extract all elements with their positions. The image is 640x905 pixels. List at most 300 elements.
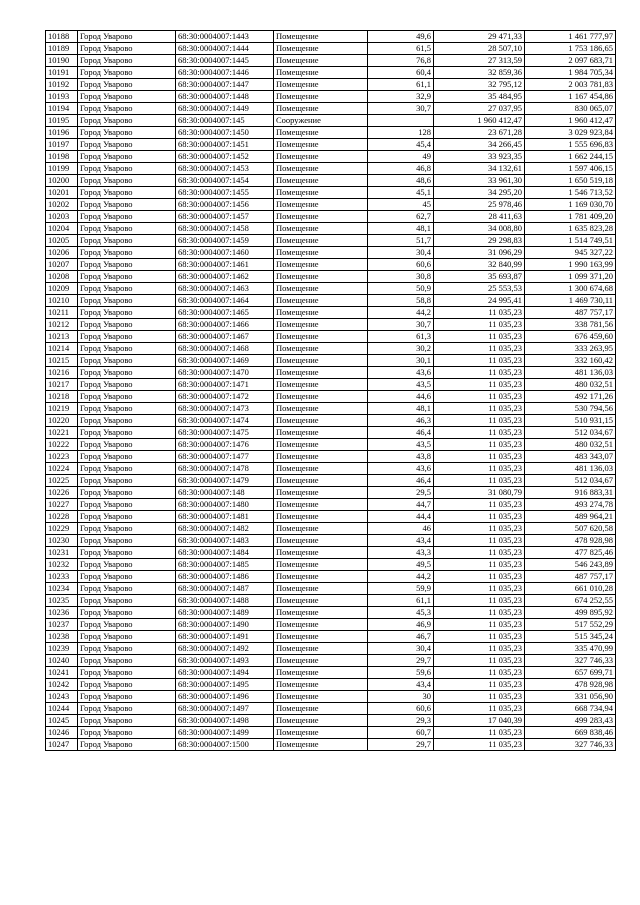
object-type-cell: Помещение bbox=[274, 439, 368, 451]
object-type-cell: Помещение bbox=[274, 667, 368, 679]
specific-value-cell: 11 035,23 bbox=[434, 571, 525, 583]
specific-value-cell: 34 295,20 bbox=[434, 187, 525, 199]
municipality-cell: Город Уварово bbox=[78, 235, 176, 247]
specific-value-cell: 25 553,53 bbox=[434, 283, 525, 295]
cadastral-value-cell: 512 034,67 bbox=[525, 427, 616, 439]
municipality-cell: Город Уварово bbox=[78, 259, 176, 271]
specific-value-cell: 11 035,23 bbox=[434, 319, 525, 331]
municipality-cell: Город Уварово bbox=[78, 355, 176, 367]
row-number-cell: 10198 bbox=[46, 151, 78, 163]
object-type-cell: Помещение bbox=[274, 151, 368, 163]
row-number-cell: 10210 bbox=[46, 295, 78, 307]
area-cell: 43,8 bbox=[368, 451, 434, 463]
specific-value-cell: 33 961,30 bbox=[434, 175, 525, 187]
municipality-cell: Город Уварово bbox=[78, 199, 176, 211]
table-row bbox=[46, 619, 616, 631]
specific-value-cell: 35 484,95 bbox=[434, 91, 525, 103]
municipality-cell: Город Уварово bbox=[78, 343, 176, 355]
cadastral-value-cell: 481 136,03 bbox=[525, 463, 616, 475]
row-number-cell: 10219 bbox=[46, 403, 78, 415]
object-type-cell: Помещение bbox=[274, 607, 368, 619]
row-number-cell: 10244 bbox=[46, 703, 78, 715]
object-type-cell: Помещение bbox=[274, 67, 368, 79]
specific-value-cell: 1 960 412,47 bbox=[434, 115, 525, 127]
specific-value-cell: 27 313,59 bbox=[434, 55, 525, 67]
table-body bbox=[46, 31, 616, 751]
cadastral-value-cell: 512 034,67 bbox=[525, 475, 616, 487]
row-number-cell: 10232 bbox=[46, 559, 78, 571]
municipality-cell: Город Уварово bbox=[78, 547, 176, 559]
specific-value-cell: 27 037,95 bbox=[434, 103, 525, 115]
table-row bbox=[46, 319, 616, 331]
cadastral-number-cell: 68:30:0004007:1448 bbox=[176, 91, 274, 103]
area-cell: 29,7 bbox=[368, 739, 434, 751]
row-number-cell: 10243 bbox=[46, 691, 78, 703]
object-type-cell: Помещение bbox=[274, 583, 368, 595]
specific-value-cell: 11 035,23 bbox=[434, 439, 525, 451]
municipality-cell: Город Уварово bbox=[78, 559, 176, 571]
cadastral-value-cell: 487 757,17 bbox=[525, 307, 616, 319]
cadastral-number-cell: 68:30:0004007:1443 bbox=[176, 31, 274, 43]
row-number-cell: 10193 bbox=[46, 91, 78, 103]
specific-value-cell: 11 035,23 bbox=[434, 427, 525, 439]
area-cell: 46,3 bbox=[368, 415, 434, 427]
area-cell: 30 bbox=[368, 691, 434, 703]
specific-value-cell: 11 035,23 bbox=[434, 607, 525, 619]
cadastral-value-cell: 1 650 519,18 bbox=[525, 175, 616, 187]
object-type-cell: Помещение bbox=[274, 295, 368, 307]
object-type-cell: Помещение bbox=[274, 391, 368, 403]
cadastral-value-cell: 480 032,51 bbox=[525, 439, 616, 451]
specific-value-cell: 24 995,41 bbox=[434, 295, 525, 307]
cadastral-value-cell: 676 459,60 bbox=[525, 331, 616, 343]
row-number-cell: 10222 bbox=[46, 439, 78, 451]
municipality-cell: Город Уварово bbox=[78, 103, 176, 115]
cadastral-number-cell: 68:30:0004007:1486 bbox=[176, 571, 274, 583]
cadastral-value-cell: 1 300 674,68 bbox=[525, 283, 616, 295]
object-type-cell: Помещение bbox=[274, 319, 368, 331]
table-row bbox=[46, 463, 616, 475]
specific-value-cell: 11 035,23 bbox=[434, 643, 525, 655]
table-row bbox=[46, 43, 616, 55]
object-type-cell: Помещение bbox=[274, 739, 368, 751]
cadastral-value-cell: 489 964,21 bbox=[525, 511, 616, 523]
row-number-cell: 10220 bbox=[46, 415, 78, 427]
area-cell: 61,1 bbox=[368, 595, 434, 607]
cadastral-value-cell: 499 895,92 bbox=[525, 607, 616, 619]
object-type-cell: Помещение bbox=[274, 463, 368, 475]
table-row bbox=[46, 571, 616, 583]
area-cell: 48,1 bbox=[368, 223, 434, 235]
cadastral-number-cell: 68:30:0004007:1462 bbox=[176, 271, 274, 283]
area-cell: 30,1 bbox=[368, 355, 434, 367]
cadastral-value-cell: 327 746,33 bbox=[525, 655, 616, 667]
table-row bbox=[46, 631, 616, 643]
table-row bbox=[46, 715, 616, 727]
specific-value-cell: 11 035,23 bbox=[434, 463, 525, 475]
cadastral-number-cell: 68:30:0004007:1459 bbox=[176, 235, 274, 247]
cadastral-number-cell: 68:30:0004007:1475 bbox=[176, 427, 274, 439]
municipality-cell: Город Уварово bbox=[78, 523, 176, 535]
table-row bbox=[46, 307, 616, 319]
object-type-cell: Помещение bbox=[274, 511, 368, 523]
cadastral-number-cell: 68:30:0004007:1449 bbox=[176, 103, 274, 115]
cadastral-value-cell: 510 931,15 bbox=[525, 415, 616, 427]
specific-value-cell: 11 035,23 bbox=[434, 619, 525, 631]
municipality-cell: Город Уварово bbox=[78, 451, 176, 463]
specific-value-cell: 11 035,23 bbox=[434, 595, 525, 607]
row-number-cell: 10239 bbox=[46, 643, 78, 655]
cadastral-value-table bbox=[45, 30, 616, 751]
cadastral-number-cell: 68:30:0004007:1487 bbox=[176, 583, 274, 595]
area-cell: 43,5 bbox=[368, 439, 434, 451]
specific-value-cell: 34 008,80 bbox=[434, 223, 525, 235]
table-row bbox=[46, 391, 616, 403]
specific-value-cell: 32 795,12 bbox=[434, 79, 525, 91]
table-row bbox=[46, 55, 616, 67]
specific-value-cell: 11 035,23 bbox=[434, 451, 525, 463]
row-number-cell: 10242 bbox=[46, 679, 78, 691]
table-row bbox=[46, 583, 616, 595]
cadastral-value-cell: 338 781,56 bbox=[525, 319, 616, 331]
cadastral-value-cell: 1 099 371,20 bbox=[525, 271, 616, 283]
cadastral-number-cell: 68:30:0004007:1470 bbox=[176, 367, 274, 379]
cadastral-number-cell: 68:30:0004007:1455 bbox=[176, 187, 274, 199]
row-number-cell: 10203 bbox=[46, 211, 78, 223]
cadastral-number-cell: 68:30:0004007:1478 bbox=[176, 463, 274, 475]
municipality-cell: Город Уварово bbox=[78, 499, 176, 511]
table-row bbox=[46, 487, 616, 499]
cadastral-value-cell: 478 928,98 bbox=[525, 535, 616, 547]
cadastral-number-cell: 68:30:0004007:1493 bbox=[176, 655, 274, 667]
cadastral-number-cell: 68:30:0004007:1450 bbox=[176, 127, 274, 139]
object-type-cell: Помещение bbox=[274, 655, 368, 667]
cadastral-number-cell: 68:30:0004007:1495 bbox=[176, 679, 274, 691]
area-cell: 43,6 bbox=[368, 367, 434, 379]
municipality-cell: Город Уварово bbox=[78, 403, 176, 415]
cadastral-value-cell: 499 283,43 bbox=[525, 715, 616, 727]
table-row bbox=[46, 739, 616, 751]
municipality-cell: Город Уварово bbox=[78, 595, 176, 607]
table-row bbox=[46, 259, 616, 271]
municipality-cell: Город Уварово bbox=[78, 439, 176, 451]
cadastral-number-cell: 68:30:0004007:1458 bbox=[176, 223, 274, 235]
area-cell: 46,4 bbox=[368, 427, 434, 439]
cadastral-number-cell: 68:30:0004007:1472 bbox=[176, 391, 274, 403]
municipality-cell: Город Уварово bbox=[78, 367, 176, 379]
object-type-cell: Помещение bbox=[274, 103, 368, 115]
object-type-cell: Помещение bbox=[274, 451, 368, 463]
table-row bbox=[46, 451, 616, 463]
area-cell: 44,6 bbox=[368, 391, 434, 403]
cadastral-value-cell: 1 555 696,83 bbox=[525, 139, 616, 151]
area-cell: 44,2 bbox=[368, 307, 434, 319]
cadastral-number-cell: 68:30:0004007:1489 bbox=[176, 607, 274, 619]
municipality-cell: Город Уварово bbox=[78, 163, 176, 175]
specific-value-cell: 11 035,23 bbox=[434, 739, 525, 751]
area-cell: 43,5 bbox=[368, 379, 434, 391]
table-row bbox=[46, 547, 616, 559]
area-cell: 44,7 bbox=[368, 499, 434, 511]
area-cell: 60,7 bbox=[368, 727, 434, 739]
cadastral-number-cell: 68:30:0004007:1467 bbox=[176, 331, 274, 343]
municipality-cell: Город Уварово bbox=[78, 139, 176, 151]
table-row bbox=[46, 703, 616, 715]
row-number-cell: 10227 bbox=[46, 499, 78, 511]
table-row bbox=[46, 223, 616, 235]
specific-value-cell: 11 035,23 bbox=[434, 391, 525, 403]
area-cell: 60,6 bbox=[368, 259, 434, 271]
specific-value-cell: 29 298,83 bbox=[434, 235, 525, 247]
cadastral-value-cell: 1 984 705,34 bbox=[525, 67, 616, 79]
table-row bbox=[46, 559, 616, 571]
cadastral-number-cell: 68:30:0004007:1457 bbox=[176, 211, 274, 223]
object-type-cell: Помещение bbox=[274, 427, 368, 439]
specific-value-cell: 31 096,29 bbox=[434, 247, 525, 259]
object-type-cell: Помещение bbox=[274, 571, 368, 583]
specific-value-cell: 11 035,23 bbox=[434, 631, 525, 643]
municipality-cell: Город Уварово bbox=[78, 727, 176, 739]
row-number-cell: 10197 bbox=[46, 139, 78, 151]
cadastral-number-cell: 68:30:0004007:1453 bbox=[176, 163, 274, 175]
table-row bbox=[46, 415, 616, 427]
area-cell: 49,5 bbox=[368, 559, 434, 571]
table-row bbox=[46, 79, 616, 91]
cadastral-value-cell: 1 960 412,47 bbox=[525, 115, 616, 127]
municipality-cell: Город Уварово bbox=[78, 127, 176, 139]
row-number-cell: 10190 bbox=[46, 55, 78, 67]
area-cell: 59,6 bbox=[368, 667, 434, 679]
row-number-cell: 10216 bbox=[46, 367, 78, 379]
object-type-cell: Помещение bbox=[274, 331, 368, 343]
row-number-cell: 10196 bbox=[46, 127, 78, 139]
object-type-cell: Помещение bbox=[274, 559, 368, 571]
object-type-cell: Помещение bbox=[274, 343, 368, 355]
specific-value-cell: 11 035,23 bbox=[434, 307, 525, 319]
object-type-cell: Помещение bbox=[274, 487, 368, 499]
cadastral-value-cell: 492 171,26 bbox=[525, 391, 616, 403]
row-number-cell: 10233 bbox=[46, 571, 78, 583]
object-type-cell: Помещение bbox=[274, 475, 368, 487]
table-row bbox=[46, 595, 616, 607]
row-number-cell: 10208 bbox=[46, 271, 78, 283]
municipality-cell: Город Уварово bbox=[78, 427, 176, 439]
row-number-cell: 10195 bbox=[46, 115, 78, 127]
object-type-cell: Помещение bbox=[274, 307, 368, 319]
table-row bbox=[46, 103, 616, 115]
specific-value-cell: 11 035,23 bbox=[434, 547, 525, 559]
municipality-cell: Город Уварово bbox=[78, 307, 176, 319]
cadastral-number-cell: 68:30:0004007:1485 bbox=[176, 559, 274, 571]
object-type-cell: Помещение bbox=[274, 595, 368, 607]
specific-value-cell: 11 035,23 bbox=[434, 355, 525, 367]
cadastral-number-cell: 68:30:0004007:1461 bbox=[176, 259, 274, 271]
cadastral-number-cell: 68:30:0004007:1444 bbox=[176, 43, 274, 55]
specific-value-cell: 33 923,35 bbox=[434, 151, 525, 163]
municipality-cell: Город Уварово bbox=[78, 607, 176, 619]
municipality-cell: Город Уварово bbox=[78, 175, 176, 187]
area-cell: 61,1 bbox=[368, 79, 434, 91]
row-number-cell: 10238 bbox=[46, 631, 78, 643]
cadastral-value-cell: 3 029 923,84 bbox=[525, 127, 616, 139]
specific-value-cell: 11 035,23 bbox=[434, 331, 525, 343]
specific-value-cell: 11 035,23 bbox=[434, 727, 525, 739]
cadastral-value-cell: 1 635 823,28 bbox=[525, 223, 616, 235]
row-number-cell: 10226 bbox=[46, 487, 78, 499]
table-row bbox=[46, 379, 616, 391]
object-type-cell: Помещение bbox=[274, 271, 368, 283]
specific-value-cell: 11 035,23 bbox=[434, 655, 525, 667]
row-number-cell: 10189 bbox=[46, 43, 78, 55]
row-number-cell: 10211 bbox=[46, 307, 78, 319]
object-type-cell: Помещение bbox=[274, 163, 368, 175]
row-number-cell: 10229 bbox=[46, 523, 78, 535]
row-number-cell: 10209 bbox=[46, 283, 78, 295]
area-cell: 61,5 bbox=[368, 43, 434, 55]
object-type-cell: Помещение bbox=[274, 367, 368, 379]
municipality-cell: Город Уварово bbox=[78, 79, 176, 91]
object-type-cell: Помещение bbox=[274, 43, 368, 55]
cadastral-number-cell: 68:30:0004007:1496 bbox=[176, 691, 274, 703]
cadastral-value-cell: 2 003 781,83 bbox=[525, 79, 616, 91]
table-row bbox=[46, 427, 616, 439]
object-type-cell: Помещение bbox=[274, 631, 368, 643]
table-row bbox=[46, 295, 616, 307]
row-number-cell: 10221 bbox=[46, 427, 78, 439]
cadastral-number-cell: 68:30:0004007:1476 bbox=[176, 439, 274, 451]
table-row bbox=[46, 139, 616, 151]
area-cell: 48,1 bbox=[368, 403, 434, 415]
object-type-cell: Помещение bbox=[274, 187, 368, 199]
object-type-cell: Помещение bbox=[274, 403, 368, 415]
cadastral-value-cell: 515 345,24 bbox=[525, 631, 616, 643]
municipality-cell: Город Уварово bbox=[78, 511, 176, 523]
table-row bbox=[46, 691, 616, 703]
specific-value-cell: 17 040,39 bbox=[434, 715, 525, 727]
cadastral-value-cell: 1 662 244,15 bbox=[525, 151, 616, 163]
area-cell: 30,4 bbox=[368, 247, 434, 259]
table-row bbox=[46, 211, 616, 223]
area-cell: 44,4 bbox=[368, 511, 434, 523]
table-row bbox=[46, 727, 616, 739]
cadastral-number-cell: 68:30:0004007:1460 bbox=[176, 247, 274, 259]
municipality-cell: Город Уварово bbox=[78, 655, 176, 667]
area-cell: 50,9 bbox=[368, 283, 434, 295]
cadastral-value-cell: 480 032,51 bbox=[525, 379, 616, 391]
municipality-cell: Город Уварово bbox=[78, 271, 176, 283]
table-row bbox=[46, 403, 616, 415]
row-number-cell: 10225 bbox=[46, 475, 78, 487]
area-cell: 29,3 bbox=[368, 715, 434, 727]
municipality-cell: Город Уварово bbox=[78, 571, 176, 583]
table-row bbox=[46, 523, 616, 535]
specific-value-cell: 31 080,79 bbox=[434, 487, 525, 499]
area-cell: 45 bbox=[368, 199, 434, 211]
area-cell: 30,4 bbox=[368, 643, 434, 655]
row-number-cell: 10191 bbox=[46, 67, 78, 79]
municipality-cell: Город Уварово bbox=[78, 295, 176, 307]
table-row bbox=[46, 475, 616, 487]
specific-value-cell: 11 035,23 bbox=[434, 559, 525, 571]
area-cell: 51,7 bbox=[368, 235, 434, 247]
table-row bbox=[46, 91, 616, 103]
cadastral-number-cell: 68:30:0004007:1488 bbox=[176, 595, 274, 607]
area-cell: 49,6 bbox=[368, 31, 434, 43]
object-type-cell: Помещение bbox=[274, 499, 368, 511]
cadastral-number-cell: 68:30:0004007:1490 bbox=[176, 619, 274, 631]
table-row bbox=[46, 655, 616, 667]
area-cell: 43,3 bbox=[368, 547, 434, 559]
cadastral-number-cell: 68:30:0004007:1468 bbox=[176, 343, 274, 355]
specific-value-cell: 11 035,23 bbox=[434, 403, 525, 415]
row-number-cell: 10207 bbox=[46, 259, 78, 271]
cadastral-value-cell: 945 327,22 bbox=[525, 247, 616, 259]
object-type-cell: Помещение bbox=[274, 199, 368, 211]
cadastral-value-cell: 331 056,90 bbox=[525, 691, 616, 703]
cadastral-number-cell: 68:30:0004007:1477 bbox=[176, 451, 274, 463]
municipality-cell: Город Уварово bbox=[78, 187, 176, 199]
cadastral-value-cell: 661 010,28 bbox=[525, 583, 616, 595]
area-cell: 43,4 bbox=[368, 535, 434, 547]
cadastral-value-cell: 530 794,56 bbox=[525, 403, 616, 415]
cadastral-value-cell: 546 243,89 bbox=[525, 559, 616, 571]
table-row bbox=[46, 187, 616, 199]
cadastral-value-cell: 674 252,55 bbox=[525, 595, 616, 607]
municipality-cell: Город Уварово bbox=[78, 691, 176, 703]
municipality-cell: Город Уварово bbox=[78, 703, 176, 715]
table-row bbox=[46, 535, 616, 547]
cadastral-number-cell: 68:30:0004007:1469 bbox=[176, 355, 274, 367]
table-row bbox=[46, 643, 616, 655]
document-page bbox=[45, 30, 615, 751]
municipality-cell: Город Уварово bbox=[78, 331, 176, 343]
table-row bbox=[46, 367, 616, 379]
municipality-cell: Город Уварово bbox=[78, 679, 176, 691]
object-type-cell: Помещение bbox=[274, 355, 368, 367]
cadastral-value-cell: 332 160,42 bbox=[525, 355, 616, 367]
area-cell: 46 bbox=[368, 523, 434, 535]
cadastral-value-cell: 669 838,46 bbox=[525, 727, 616, 739]
cadastral-number-cell: 68:30:0004007:1464 bbox=[176, 295, 274, 307]
cadastral-value-cell: 1 753 186,65 bbox=[525, 43, 616, 55]
cadastral-value-cell: 657 699,71 bbox=[525, 667, 616, 679]
row-number-cell: 10204 bbox=[46, 223, 78, 235]
area-cell: 59,9 bbox=[368, 583, 434, 595]
specific-value-cell: 11 035,23 bbox=[434, 535, 525, 547]
specific-value-cell: 28 507,10 bbox=[434, 43, 525, 55]
table-row bbox=[46, 127, 616, 139]
area-cell: 45,1 bbox=[368, 187, 434, 199]
object-type-cell: Помещение bbox=[274, 727, 368, 739]
area-cell: 43,6 bbox=[368, 463, 434, 475]
area-cell: 45,3 bbox=[368, 607, 434, 619]
row-number-cell: 10231 bbox=[46, 547, 78, 559]
specific-value-cell: 23 671,28 bbox=[434, 127, 525, 139]
row-number-cell: 10246 bbox=[46, 727, 78, 739]
cadastral-value-cell: 1 990 163,99 bbox=[525, 259, 616, 271]
row-number-cell: 10199 bbox=[46, 163, 78, 175]
specific-value-cell: 11 035,23 bbox=[434, 511, 525, 523]
cadastral-number-cell: 68:30:0004007:1483 bbox=[176, 535, 274, 547]
municipality-cell: Город Уварово bbox=[78, 223, 176, 235]
cadastral-number-cell: 68:30:0004007:1465 bbox=[176, 307, 274, 319]
cadastral-number-cell: 68:30:0004007:1499 bbox=[176, 727, 274, 739]
cadastral-number-cell: 68:30:0004007:1492 bbox=[176, 643, 274, 655]
municipality-cell: Город Уварово bbox=[78, 31, 176, 43]
object-type-cell: Помещение bbox=[274, 547, 368, 559]
cadastral-value-cell: 916 883,31 bbox=[525, 487, 616, 499]
object-type-cell: Помещение bbox=[274, 259, 368, 271]
